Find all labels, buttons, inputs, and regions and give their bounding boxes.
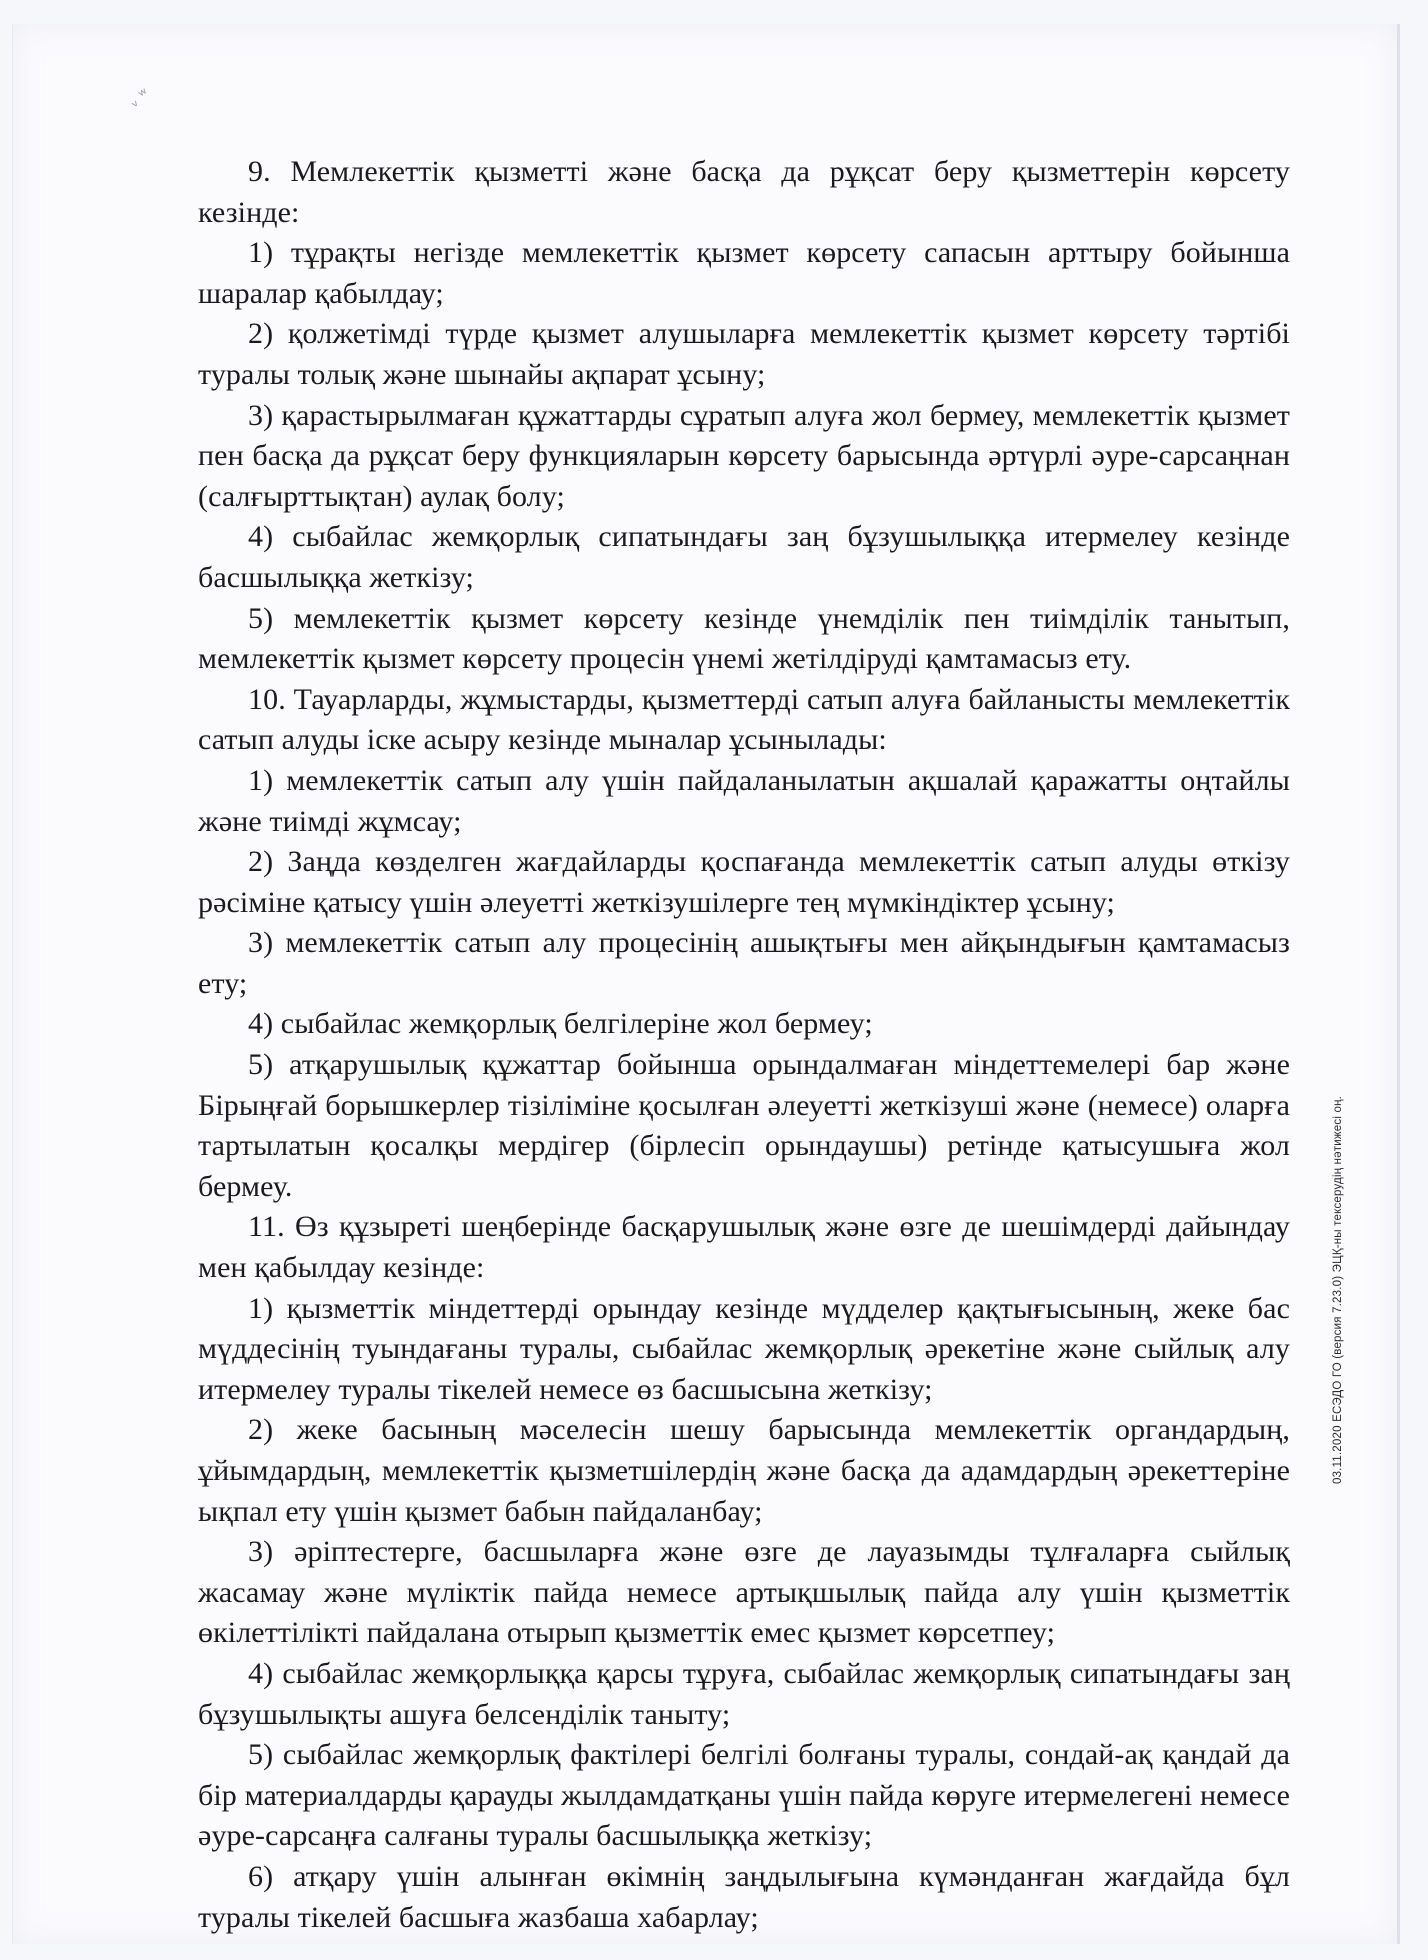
paragraph-11-heading: 11. Өз құзыреті шеңберінде басқарушылық және өзге де шешімдерді дайындау мен қабылдау кезінде: [198, 1210, 1290, 1285]
paragraph-11-item-5: 5) сыбайлас жемқорлық фактілері белгілі болғаны туралы, сондай-ақ қандай да бір материалдарды қарауды жылдамдатқаны үшін пайда көруге итермелегені немесе әуре-сарсаңға салғаны туралы басшылыққа жеткізу; [198, 1738, 1290, 1853]
scan-artifact-mark: ᵥ ʷ [125, 83, 153, 112]
paragraph-9-item-1: 1) тұрақты негізде мемлекеттік қызмет көрсету сапасын арттыру бойынша шаралар қабылдау; [198, 236, 1290, 310]
document-body [198, 152, 1290, 1938]
paragraph-10-heading: 10. Тауарларды, жұмыстарды, қызметтерді сатып алуға байланысты мемлекеттік сатып алуды іске асыру кезінде мыналар ұсынылады: [198, 682, 1290, 757]
paragraph-11-item-3: 3) әріптестерге, басшыларға және өзге де лауазымды тұлғаларға сыйлық жасамау және мүліктік пайда немесе артықшылық пайда алу үшін қызметтік өкілеттілікті пайдалана отырып қызметтік емес қызмет көрсетпеу; [198, 1535, 1290, 1650]
paragraph-10-item-4: 4) сыбайлас жемқорлық белгілеріне жол бермеу; [248, 1007, 873, 1041]
paragraph-9-item-3: 3) қарастырылмаған құжаттарды сұратып алуға жол бермеу, мемлекеттік қызмет пен басқа да рұқсат беру функцияларын көрсету барысында әртүрлі әуре-сарсаңнан (салғырттықтан) аулақ болу; [198, 398, 1290, 513]
paragraph-9-item-4: 4) сыбайлас жемқорлық сипатындағы заң бұзушылыққа итермелеу кезінде басшылыққа жеткізу; [198, 520, 1290, 594]
paragraph-9-item-5: 5) мемлекеттік қызмет көрсету кезінде үнемділік пен тиімділік танытып, мемлекеттік қызмет көрсету процесін үнемі жетілдіруді қамтамасыз ету. [198, 601, 1290, 676]
paragraph-11-item-1: 1) қызметтік міндеттерді орындау кезінде мүдделер қақтығысының, жеке бас мүддесінің туындағаны туралы, сыбайлас жемқорлық әрекетіне және сыйлық алу итермелеу туралы тікелей немесе өз басшысына жеткізу; [198, 1291, 1290, 1406]
paragraph-11-item-6: 6) атқару үшін алынған өкімнің заңдылығына күмәнданған жағдайда бұл туралы тікелей басшыға жазбаша хабарлау; [198, 1859, 1290, 1934]
paragraph-9-item-2: 2) қолжетімді түрде қызмет алушыларға мемлекеттік қызмет көрсету тәртібі туралы толық және шынайы ақпарат ұсыну; [198, 317, 1290, 391]
paragraph-10-item-2: 2) Заңда көзделген жағдайларды қоспағанда мемлекеттік сатып алуды өткізу рәсіміне қатысу үшін әлеуетті жеткізушілерге тең мүмкіндіктер ұсыну; [198, 845, 1290, 919]
paragraph-9-heading: 9. Мемлекеттік қызметті және басқа да рұқсат беру қызметтерін көрсету кезінде: [198, 155, 1290, 229]
paragraph-10-item-3: 3) мемлекеттік сатып алу процесінің ашықтығы мен айқындығын қамтамасыз ету; [198, 926, 1290, 1000]
paragraph-11-item-4: 4) сыбайлас жемқорлыққа қарсы тұруға, сыбайлас жемқорлық сипатындағы заң бұзушылықты ашуға белсенділік таныту; [198, 1656, 1290, 1731]
paragraph-11-item-2: 2) жеке басының мәселесін шешу барысында мемлекеттік органдардың, ұйымдардың, мемлекеттік қызметшілердің және басқа да адамдардың әрекеттеріне ықпал ету үшін қызмет бабын пайдаланбау; [198, 1413, 1290, 1528]
paragraph-10-item-1: 1) мемлекеттік сатып алу үшін пайдаланылатын ақшалай қаражатты оңтайлы және тиімді жұмсау; [198, 763, 1290, 838]
edoc-verification-stamp: 03.11.2020 ЕСЭДО ГО (версия 7.23.0) ЭЦҚ-ны тексерудің нәтижесі оң. [1332, 1095, 1344, 1485]
paragraph-10-item-5: 5) атқарушылық құжаттар бойынша орындалмаған міндеттемелері бар және Бірыңғай борышкерлер тізіліміне қосылған әлеуетті жеткізуші және (немесе) оларға тартылатын қосалқы мердігер (бірлесіп орындаушы) ретінде қатысушыға жол бермеу. [198, 1048, 1290, 1203]
